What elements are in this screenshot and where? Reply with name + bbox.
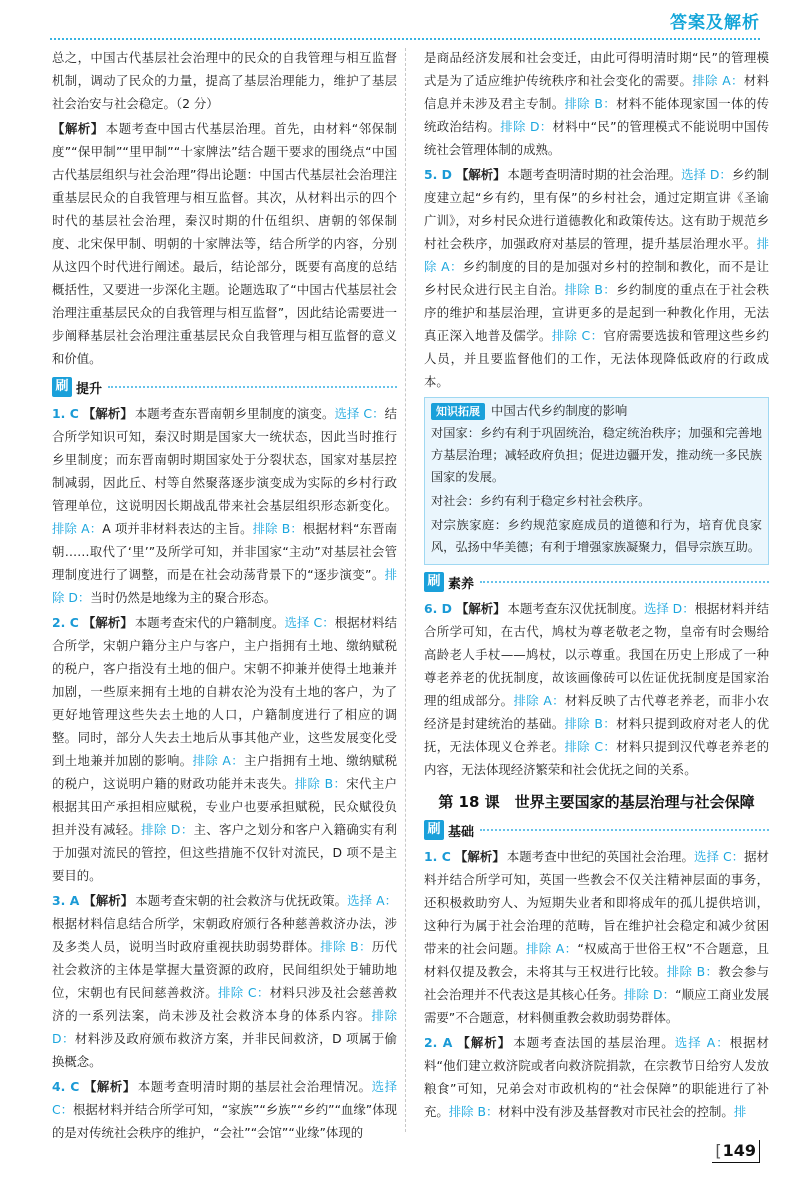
section-header-tisheng bbox=[52, 376, 397, 398]
knowledge-line: 对宗族家庭：乡约规范家庭成员的道德和行为，培育优良家风，弘扬中华美德；有利于增强家族凝聚力，倡导宗族互助。 bbox=[431, 518, 762, 554]
header-title: 答案及解析 bbox=[670, 13, 760, 33]
section-name: 基础 bbox=[448, 824, 475, 840]
section-header-suyang bbox=[424, 571, 769, 593]
left-column bbox=[52, 46, 397, 1146]
answer-item-q3: 3. A 【解析】 本题考查宋朝的社会救济与优抚政策。选择 A：根据材料信息结合所学，宋朝政府颁行各种慈善救济办法，涉及多类人员，说明当时政府重视扶助弱势群体。排除 B：历代社会救济的主体是掌握大量资源的政府，民间组织处于辅助地位，宋朝也有民间慈善救济。排除 C：材料只涉及社会慈善救济的一系列法案，尚未涉及社会救济本身的体系内容。排除 D：材料涉及政府颁布救济方案，并非民间救济，D 项属于偷换概念。 bbox=[52, 893, 398, 1069]
section-rule bbox=[480, 581, 769, 583]
section-name: 素养 bbox=[448, 576, 475, 592]
right-column bbox=[424, 46, 769, 1125]
answer-item-q5: 5. D 【解析】 本题考查明清时期的社会治理。选择 D：乡约制度建立起“乡有约，里有保”的乡村社会，通过定期宣讲《圣谕广训》，对乡村民众进行道德教化和政策传达。这有助于规范乡村社会秩序，加强政府对基层的管理，提升基层治理水平。排除 A：乡约制度的目的是加强对乡村的控制和教化，而不是让乡村民众进行民主自治。排除 B：乡约制度的重点在于社会秩序的维护和基层治理，宣讲更多的是起到一种教化作用，无法真正深入地普及儒学。排除 C：官府需要选拔和管理这些乡约人员，并且要监督他们的工作，无法体现降低政府的行政成本。 bbox=[424, 167, 770, 389]
answer-item-q4: 4. C 【解析】 本题考查明清时期的基层社会治理情况。选择 C：根据材料并结合所学可知，“家族”“乡族”“乡约”“血缘”体现的是对传统社会秩序的维护，“会社”“会馆”“业缘”体现的 bbox=[52, 1079, 398, 1140]
brush-icon: 刷 bbox=[52, 377, 72, 397]
knowledge-badge: 知识拓展 bbox=[431, 403, 485, 420]
analysis-paragraph: 【解析】 本题考查中国古代基层治理。首先，由材料“邻保制度”“保甲制”“里甲制”“十家牌法”结合题干要求的围绕点“中国古代基层组织与社会治理”得出论题：中国古代基层社会治理注重基层民众的自我管理与相互监督。其次，从材料出示的四个时代的基层社会治理，秦汉时期的什伍组织、唐朝的邻保制度、北宋保甲制、明朝的十家牌法等，结合所学的内容，分别从这四个时代进行阐述。最后，结论部分，既要有高度的总结概括性，又要进一步深化主题。论题选取了“中国古代基层社会治理注重基层民众的自我管理与相互监督”，因此结论需要进一步阐释基层社会治理注重基层民众自我管理与相互监督的意义和价值。 bbox=[52, 121, 397, 366]
section-name: 提升 bbox=[76, 381, 103, 397]
answer-item-l18-q1: 1. C 【解析】 本题考查中世纪的英国社会治理。选择 C：据材料并结合所学可知，英国一些教会不仅关注精神层面的事务，还积极救助穷人、为短期失业者和即将成年的孤儿提供培训，这种行为属于社会治理的范畴，旨在维护社会稳定和减少贫困带来的社会问题。排除 A：“权威高于世俗王权”不合题意，且材料仅提及教会，未将其与王权进行比较。排除 B：教会参与社会治理并不代表这是其核心任务。排除 D：“顺应工商业发展需要”不合题意，材料侧重教会救助弱势群体。 bbox=[424, 849, 770, 1025]
page-number: [ 149 bbox=[712, 1140, 760, 1163]
brush-icon: 刷 bbox=[424, 820, 444, 840]
knowledge-line: 对社会：乡约有利于稳定乡村社会秩序。 bbox=[431, 494, 651, 508]
section-header-jichu bbox=[424, 819, 769, 841]
knowledge-line: 对国家：乡约有利于巩固统治，稳定统治秩序；加强和完善地方基层治理；减轻政府负担；促进边疆开发，推动统一多民族国家的发展。 bbox=[431, 426, 762, 484]
column-divider bbox=[405, 48, 406, 1132]
lesson-title: 第 18 课 世界主要国家的基层治理与社会保障 bbox=[438, 793, 755, 811]
section-rule bbox=[480, 829, 769, 831]
answer-item-q2: 2. C 【解析】 本题考查宋代的户籍制度。选择 C：根据材料结合所学，宋朝户籍分主户与客户，主户指拥有土地、缴纳赋税的税户，客户指没有土地的佃户。宋朝不抑兼并使得土地兼并加剧，一些原来拥有土地的自耕农沦为没有土地的客户，为了更好地管理这些失去土地的人口，户籍制度进行了相应的调整。同时，部分人失去土地后从事其他产业，这些发展变化受到土地兼并加剧的影响。排除 A：主户指拥有土地、缴纳赋税的税户，这说明户籍的财政功能并未丧失。排除 B：宋代主户根据其田产承担相应赋税，专业户也要承担赋税，民众赋役负担并没有减轻。排除 D：主、客户之划分和客户入籍确实有利于加强对流民的管控，但这些措施不仅针对流民，D 项不是主要目的。 bbox=[52, 615, 398, 883]
header-divider bbox=[50, 38, 760, 40]
answer-item-l18-q2: 2. A 【解析】 本题考查法国的基层治理。选择 A：根据材料“他们建立救济院或者向救济院捐款，在宗教节日给穷人发放粮食”可知，兄弟会对市政机构的“社会保障”的职能进行了补充。排除 B：材料中没有涉及基督教对市民社会的控制。排 bbox=[424, 1035, 770, 1119]
knowledge-title: 中国古代乡约制度的影响 bbox=[491, 403, 628, 418]
knowledge-extension-box bbox=[424, 397, 769, 565]
answer-item-q4-continued: 是商品经济发展和社会变迁，由此可得明清时期“民”的管理模式是为了适应维护传统秩序和社会变化的需要。排除 A：材料信息并未涉及君主专制。排除 B：材料不能体现家国一体的传统政治结构。排除 D：材料中“民”的管理模式不能说明中国传统社会管理体制的成熟。 bbox=[424, 50, 770, 157]
section-rule bbox=[108, 386, 397, 388]
answer-conclusion: 总之，中国古代基层社会治理中的民众的自我管理与相互监督机制，调动了民众的力量，提高了基层治理能力，维护了基层社会治安与社会稳定。（2 分） bbox=[52, 50, 397, 111]
answer-item-q6: 6. D 【解析】 本题考查东汉优抚制度。选择 D：根据材料并结合所学可知，在古代，鸠杖为尊老敬老之物，皇帝有时会赐给高龄老人手杖——鸠杖，以示尊重。我国在历史上形成了一种尊老养老的优抚制度，故该画像砖可以佐证优抚制度是国家治理的组成部分。排除 A：材料反映了古代尊老养老，而非小农经济是封建统治的基础。排除 B：材料只提到政府对老人的优抚，无法体现义仓养老。排除 C：材料只提到汉代尊老养老的内容，无法体现经济繁荣和社会优抚之间的关系。 bbox=[424, 601, 770, 777]
knowledge-title-row bbox=[431, 400, 762, 422]
answer-item-q1: 1. C 【解析】 本题考查东晋南朝乡里制度的演变。选择 C：结合所学知识可知，秦汉时期是国家大一统状态，因此当时推行乡里制度；而东晋南朝时期国家处于分裂状态，国家对基层控制减弱，因此丘、村等自然聚落逐步演变成为实际的乡村行政管理单位，这说明因长期战乱带来社会基层组织形态新变化。排除 A：A 项并非材料表达的主旨。排除 B：根据材料“东晋南朝……取代了‘里’”及所学可知，并非国家“主动”对基层社会管理制度进行了调整，而是在社会动荡背景下的“逐步演变”。排除 D：当时仍然是地缘为主的聚合形态。 bbox=[52, 406, 398, 605]
brush-icon: 刷 bbox=[424, 572, 444, 592]
